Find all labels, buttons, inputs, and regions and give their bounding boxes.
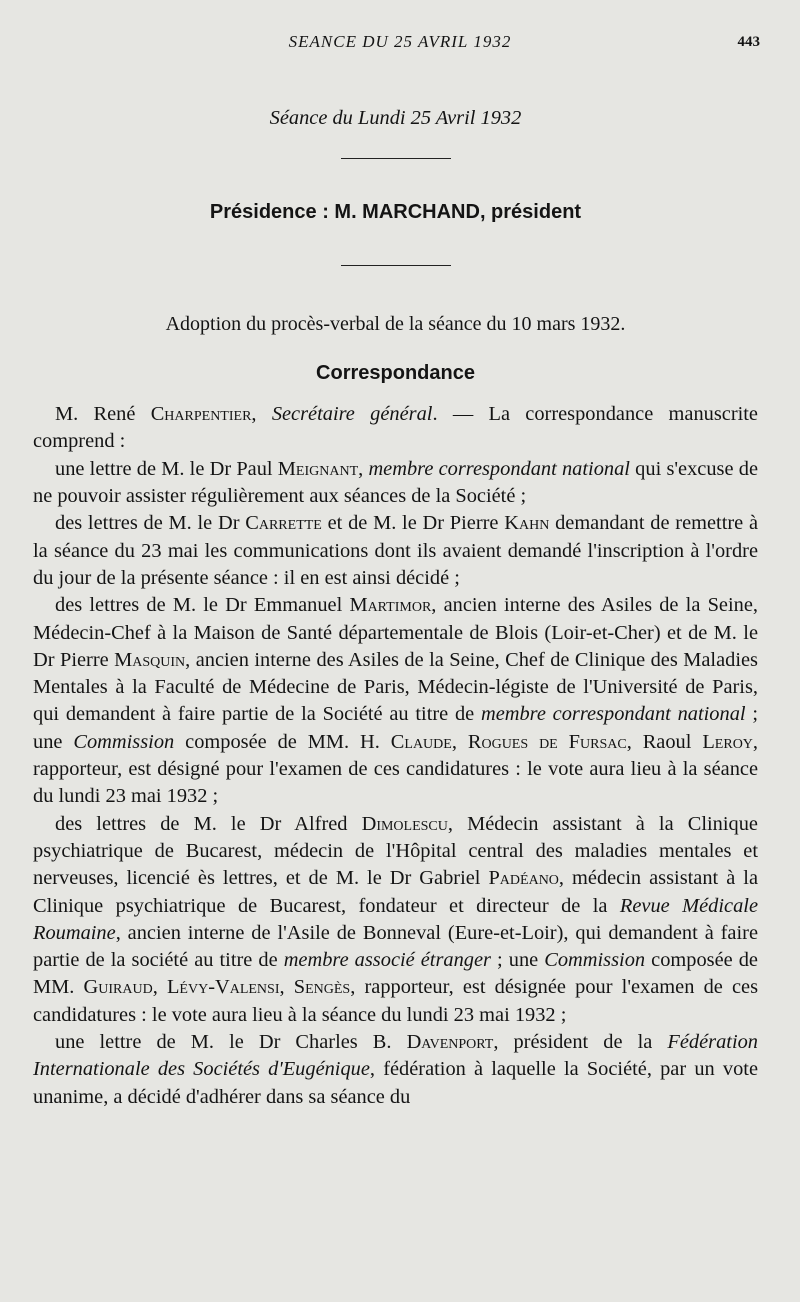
paragraph: des lettres de M. le Dr Emmanuel Martimor, ancien interne des Asiles de la Seine, Médecin-Chef à la Maison de Santé départementale de Blois (Loir-et-Cher) et de M. le Dr Pierre Masquin, ancien interne des Asiles de la Seine, Chef de Clinique des Maladies Mentales à la Faculté de Médecine de Paris, Médecin-légiste de l'Université de Paris, qui demandent à faire partie de la Société au titre de membre correspondant national ; une Commission composée de MM. H. Claude, Rogues de Fursac, Raoul Leroy, rapporteur, est désigné pour l'examen de ces candidatures : le vote aura lieu à la séance du lundi 23 mai 1932 ;: [33, 594, 759, 808]
separator-rule: [341, 265, 451, 266]
session-title: Séance du Lundi 25 Avril 1932: [269, 107, 522, 129]
document-body: [33, 100, 758, 1111]
paragraph: M. René Charpentier, Secrétaire général. — La correspondance manuscrite comprend :: [33, 403, 758, 453]
section-heading: Correspondance: [316, 361, 475, 384]
paragraph: une lettre de M. le Dr Charles B. Davenport, président de la Fédération Internationale des Sociétés d'Eugénique, fédération à laquelle la Société, par un vote unanime, a décidé d'adhérer dans sa séance du: [33, 1031, 758, 1108]
paragraph: des lettres de M. le Dr Carrette et de M. le Dr Pierre Kahn demandant de remettre à la séance du 23 mai les communications dont ils avaient demandé l'inscription à l'ordre du jour de la présente séance : il en est ainsi décidé ;: [33, 512, 759, 589]
adoption-line: Adoption du procès-verbal de la séance du 10 mars 1932.: [165, 312, 626, 335]
separator-rule: [341, 158, 451, 159]
paragraph: des lettres de M. le Dr Alfred Dimolescu, Médecin assistant à la Clinique psychiatrique de Bucarest, médecin de l'Hôpital central des maladies mentales et nerveuses, licencié ès lettres, et de M. le Dr Gabriel Padéano, médecin assistant à la Clinique psychiatrique de Bucarest, fondateur et directeur de la Revue Médicale Roumaine, ancien interne de l'Asile de Bonneval (Eure-et-Loir), qui demandent à faire partie de la société au titre de membre associé étranger ; une Commission composée de MM. Guiraud, Lévy-Valensi, Sengès, rapporteur, est désignée pour l'examen de ces candidatures : le vote aura lieu à la séance du lundi 23 mai 1932 ;: [33, 812, 759, 1026]
page-number: 443: [737, 34, 760, 50]
running-title: SEANCE DU 25 AVRIL 1932: [288, 32, 512, 51]
paragraph: une lettre de M. le Dr Paul Meignant, membre correspondant national qui s'excuse de ne pouvoir assister régulièrement aux séances de la Société ;: [33, 457, 758, 508]
running-header: [0, 30, 800, 60]
presidence-line: Présidence : M. MARCHAND, président: [209, 201, 582, 224]
